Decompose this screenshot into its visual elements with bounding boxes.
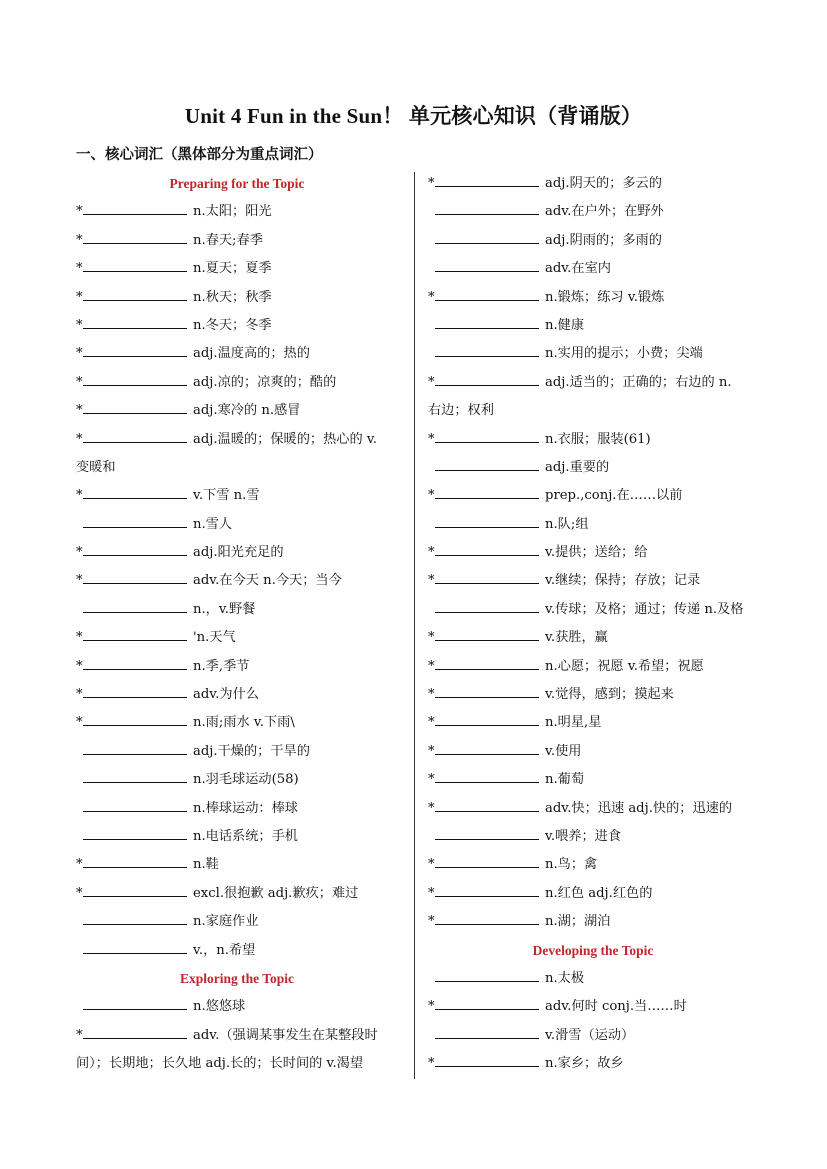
vocab-row — [428, 880, 758, 908]
vocab-row — [428, 851, 758, 879]
vocab-row — [428, 596, 758, 624]
answer-blank[interactable] — [435, 654, 539, 670]
vocab-row — [76, 1022, 406, 1050]
answer-blank[interactable] — [83, 852, 187, 868]
answer-blank[interactable] — [435, 285, 539, 301]
key-word-marker: * — [76, 289, 83, 305]
key-word-marker: * — [428, 687, 435, 703]
key-word-marker: * — [76, 545, 83, 561]
vocab-definition: n.葡萄 — [545, 772, 585, 788]
vocab-definition: n.秋天；秋季 — [193, 289, 272, 305]
vocab-definition: adj.阴天的；多云的 — [545, 176, 662, 191]
answer-blank[interactable] — [83, 938, 187, 954]
vocab-definition: n.羽毛球运动(58) — [193, 772, 299, 788]
vocab-definition: v.喂养；进食 — [545, 828, 622, 844]
vocab-row — [428, 1022, 758, 1050]
vocab-definition: adj.凉的；凉爽的；酷的 — [193, 374, 337, 390]
vocab-definition: n.鸟；禽 — [545, 857, 598, 873]
vocab-definition: n.悠悠球 — [193, 999, 246, 1015]
answer-blank[interactable] — [83, 625, 187, 641]
key-word-marker: * — [76, 431, 83, 447]
vocab-definition: 右边；权利 — [428, 403, 494, 419]
vocab-definition: adv.在室内 — [545, 261, 611, 277]
vocab-definition: n.队;组 — [545, 516, 589, 532]
vocab-row — [428, 454, 758, 482]
vocab-row — [428, 312, 758, 340]
answer-blank[interactable] — [83, 654, 187, 670]
key-word-marker: * — [76, 715, 83, 731]
vocab-definition: n.雨;雨水 v.下雨\ — [193, 715, 295, 731]
answer-blank[interactable] — [435, 881, 539, 897]
answer-blank[interactable] — [83, 597, 187, 613]
vocab-definition: n.太阳；阳光 — [193, 204, 272, 220]
vocab-definition: n.锻炼；练习 v.锻炼 — [545, 289, 665, 305]
vocab-definition: v.提供；送给；给 — [545, 545, 648, 561]
vocab-definition: n.实用的提示；小费；尖端 — [545, 346, 703, 362]
answer-blank[interactable] — [83, 796, 187, 812]
answer-blank[interactable] — [83, 909, 187, 925]
vocab-definition: adv.（强调某事发生在某整段时 — [193, 1027, 378, 1043]
answer-blank[interactable] — [83, 881, 187, 897]
vocab-definition: adv.在今天 n.今天；当今 — [193, 573, 342, 589]
answer-blank[interactable] — [83, 824, 187, 840]
key-word-marker: * — [428, 545, 435, 561]
vocab-definition: 'n.天气 — [193, 630, 236, 646]
vocab-definition: adj.适当的；正确的；右边的 n. — [545, 374, 732, 390]
vocab-row — [76, 653, 406, 681]
answer-blank[interactable] — [83, 710, 187, 726]
key-word-marker: * — [76, 573, 83, 589]
vocab-definition: n.鞋 — [193, 857, 219, 873]
key-word-marker: * — [428, 289, 435, 305]
vocab-definition: n.湖；湖泊 — [545, 914, 611, 930]
answer-blank[interactable] — [435, 427, 539, 443]
key-word-marker: * — [428, 715, 435, 731]
vocab-definition: n.健康 — [545, 317, 585, 333]
answer-blank[interactable] — [83, 341, 187, 357]
vocab-definition: v.传球；及格；通过；传递 n.及格 — [545, 601, 744, 617]
vocab-definition: adv.为什么 — [193, 687, 259, 703]
vocab-definition: adj.干燥的；干旱的 — [193, 743, 310, 759]
answer-blank[interactable] — [435, 512, 539, 528]
answer-blank[interactable] — [435, 966, 539, 982]
answer-blank[interactable] — [435, 568, 539, 584]
topic-subheading: Exploring the Topic — [179, 970, 295, 986]
vocab-definition: n.春天;春季 — [193, 232, 263, 248]
vocab-definition: n.家乡；故乡 — [545, 1056, 624, 1072]
vocab-row — [76, 397, 406, 425]
vocab-row — [428, 170, 758, 198]
vocab-row — [428, 908, 758, 936]
page-title: Unit 4 Fun in the Sun！ 单元核心知识（背诵版） — [184, 104, 643, 128]
vocab-row — [428, 1050, 758, 1078]
vocab-row — [76, 937, 406, 965]
vocab-row — [76, 993, 406, 1021]
vocab-row — [76, 795, 406, 823]
vocab-row — [76, 738, 406, 766]
answer-blank[interactable] — [435, 341, 539, 357]
vocab-definition: n.夏天；夏季 — [193, 261, 272, 277]
vocab-row — [76, 340, 406, 368]
vocab-definition: n.电话系统；手机 — [193, 828, 298, 844]
vocab-definition: excl.很抱歉 adj.歉疚；难过 — [193, 885, 359, 901]
vocab-row — [428, 567, 758, 595]
vocab-definition: v.，n.希望 — [193, 942, 256, 958]
vocab-row — [76, 681, 406, 709]
vocab-row — [76, 766, 406, 794]
answer-blank[interactable] — [435, 625, 539, 641]
vocab-row — [428, 738, 758, 766]
vocab-row — [76, 369, 406, 397]
key-word-marker: * — [428, 772, 435, 788]
vocab-definition: prep.,conj.在……以前 — [545, 488, 683, 504]
answer-blank[interactable] — [435, 796, 539, 812]
answer-blank[interactable] — [435, 909, 539, 925]
left-column — [76, 170, 406, 1079]
vocab-definition: adv.快；迅速 adj.快的；迅速的 — [545, 800, 733, 816]
answer-blank[interactable] — [435, 739, 539, 755]
key-word-marker: * — [428, 374, 435, 390]
answer-blank[interactable] — [83, 398, 187, 414]
vocab-definition: n.棒球运动：棒球 — [193, 800, 298, 816]
key-word-marker: * — [76, 658, 83, 674]
answer-blank[interactable] — [435, 824, 539, 840]
vocab-row — [428, 511, 758, 539]
key-word-marker: * — [76, 630, 83, 646]
key-word-marker: * — [428, 857, 435, 873]
answer-blank[interactable] — [435, 540, 539, 556]
vocab-row — [428, 766, 758, 794]
vocab-definition: adj.阳光充足的 — [193, 545, 284, 561]
vocab-row — [76, 426, 406, 454]
column-divider — [414, 172, 415, 1079]
vocab-definition: 变暖和 — [76, 459, 116, 475]
answer-blank[interactable] — [83, 199, 187, 215]
vocab-row — [76, 198, 406, 226]
vocab-row — [428, 227, 758, 255]
key-word-marker: * — [76, 232, 83, 248]
vocab-row — [428, 681, 758, 709]
vocab-definition: adj.温度高的；热的 — [193, 346, 310, 362]
answer-blank[interactable] — [83, 994, 187, 1010]
answer-blank[interactable] — [83, 512, 187, 528]
answer-blank[interactable] — [83, 1023, 187, 1039]
key-word-marker: * — [428, 1056, 435, 1072]
key-word-marker: * — [76, 204, 83, 220]
answer-blank[interactable] — [83, 483, 187, 499]
right-column — [428, 170, 758, 1079]
answer-blank[interactable] — [83, 739, 187, 755]
vocab-row — [428, 795, 758, 823]
answer-blank[interactable] — [83, 682, 187, 698]
key-word-marker: * — [76, 403, 83, 419]
key-word-marker: * — [76, 1027, 83, 1043]
vocab-definition: adj.寒冷的 n.感冒 — [193, 403, 301, 419]
vocab-definition: n.明星,星 — [545, 715, 602, 731]
key-word-marker: * — [76, 346, 83, 362]
answer-blank[interactable] — [83, 767, 187, 783]
key-word-marker: * — [76, 317, 83, 333]
vocab-definition: v.下雪 n.雪 — [193, 488, 260, 504]
key-word-marker: * — [428, 914, 435, 930]
vocab-row — [76, 908, 406, 936]
key-word-marker: * — [76, 687, 83, 703]
vocab-row — [76, 227, 406, 255]
answer-blank[interactable] — [83, 285, 187, 301]
vocab-row — [76, 823, 406, 851]
vocab-row — [76, 284, 406, 312]
vocab-row — [428, 284, 758, 312]
vocab-definition: 间）；长期地；长久地 adj.长的；长时间的 v.渴望 — [76, 1056, 364, 1072]
key-word-marker: * — [76, 261, 83, 277]
vocab-definition: n.，v.野餐 — [193, 601, 256, 617]
vocab-row — [76, 624, 406, 652]
key-word-marker: * — [428, 630, 435, 646]
key-word-marker: * — [76, 488, 83, 504]
vocab-continuation — [76, 454, 406, 482]
answer-blank[interactable] — [435, 199, 539, 215]
vocab-row — [76, 596, 406, 624]
answer-blank[interactable] — [435, 1023, 539, 1039]
answer-blank[interactable] — [435, 682, 539, 698]
vocab-row — [428, 653, 758, 681]
answer-blank[interactable] — [435, 171, 539, 187]
vocab-definition: n.衣服；服装(61) — [545, 431, 651, 447]
vocab-row — [428, 624, 758, 652]
vocab-row — [428, 965, 758, 993]
vocab-row — [76, 709, 406, 737]
vocab-definition: n.太极 — [545, 970, 585, 986]
vocab-definition: v.获胜，赢 — [545, 630, 608, 646]
key-word-marker: * — [428, 885, 435, 901]
key-word-marker: * — [428, 431, 435, 447]
key-word-marker: * — [428, 743, 435, 759]
answer-blank[interactable] — [83, 228, 187, 244]
vocab-definition: n.家庭作业 — [193, 914, 259, 930]
section-heading: 一、核心词汇（黑体部分为重点词汇） — [76, 146, 323, 163]
key-word-marker: * — [428, 573, 435, 589]
key-word-marker: * — [76, 374, 83, 390]
vocab-row — [76, 880, 406, 908]
key-word-marker: * — [428, 658, 435, 674]
vocab-row — [428, 198, 758, 226]
vocab-row — [428, 709, 758, 737]
vocab-row — [428, 482, 758, 510]
key-word-marker: * — [428, 800, 435, 816]
vocab-definition: v.觉得，感到；摸起来 — [545, 687, 674, 703]
vocab-definition: v.使用 — [545, 743, 582, 759]
vocab-definition: n.季,季节 — [193, 658, 250, 674]
vocab-definition: adj.阴雨的；多雨的 — [545, 232, 662, 248]
vocab-row — [76, 482, 406, 510]
answer-blank[interactable] — [435, 994, 539, 1010]
answer-blank[interactable] — [435, 767, 539, 783]
vocab-definition: n.红色 adj.红色的 — [545, 885, 653, 901]
answer-blank[interactable] — [435, 313, 539, 329]
answer-blank[interactable] — [435, 370, 539, 386]
key-word-marker: * — [428, 999, 435, 1015]
vocab-continuation — [428, 397, 758, 425]
answer-blank[interactable] — [435, 597, 539, 613]
answer-blank[interactable] — [435, 852, 539, 868]
vocab-definition: adv.何时 conj.当……时 — [545, 999, 687, 1015]
topic-subheading: Preparing for the Topic — [169, 176, 305, 191]
answer-blank[interactable] — [83, 568, 187, 584]
key-word-marker: * — [428, 488, 435, 504]
vocab-row — [428, 539, 758, 567]
vocab-definition: adj.重要的 — [545, 459, 610, 475]
vocab-row — [428, 823, 758, 851]
vocab-continuation — [76, 1050, 406, 1078]
vocab-row — [428, 340, 758, 368]
vocab-definition: n.心愿；祝愿 v.希望；祝愿 — [545, 658, 704, 674]
answer-blank[interactable] — [435, 1051, 539, 1067]
answer-blank[interactable] — [435, 483, 539, 499]
answer-blank[interactable] — [83, 256, 187, 272]
vocab-row — [76, 539, 406, 567]
key-word-marker: * — [428, 176, 435, 191]
vocab-definition: v.滑雪（运动） — [545, 1027, 635, 1043]
answer-blank[interactable] — [435, 455, 539, 471]
vocab-row — [76, 567, 406, 595]
answer-blank[interactable] — [435, 256, 539, 272]
answer-blank[interactable] — [83, 370, 187, 386]
topic-subheading: Developing the Topic — [532, 942, 654, 958]
key-word-marker: * — [76, 885, 83, 901]
vocab-definition: adj.温暖的；保暖的；热心的 v. — [193, 431, 377, 447]
vocab-row — [428, 255, 758, 283]
vocab-definition: v.继续；保持；存放；记录 — [545, 573, 701, 589]
vocab-row — [428, 993, 758, 1021]
answer-blank[interactable] — [83, 540, 187, 556]
vocab-row — [76, 511, 406, 539]
answer-blank[interactable] — [435, 710, 539, 726]
vocab-row — [76, 851, 406, 879]
vocab-definition: n.雪人 — [193, 516, 233, 532]
answer-blank[interactable] — [83, 427, 187, 443]
answer-blank[interactable] — [435, 228, 539, 244]
key-word-marker: * — [76, 857, 83, 873]
vocab-definition: n.冬天；冬季 — [193, 317, 272, 333]
answer-blank[interactable] — [83, 313, 187, 329]
vocab-row — [76, 255, 406, 283]
vocab-row — [428, 426, 758, 454]
vocab-row — [76, 312, 406, 340]
vocab-row — [428, 369, 758, 397]
vocab-definition: adv.在户外；在野外 — [545, 204, 664, 220]
